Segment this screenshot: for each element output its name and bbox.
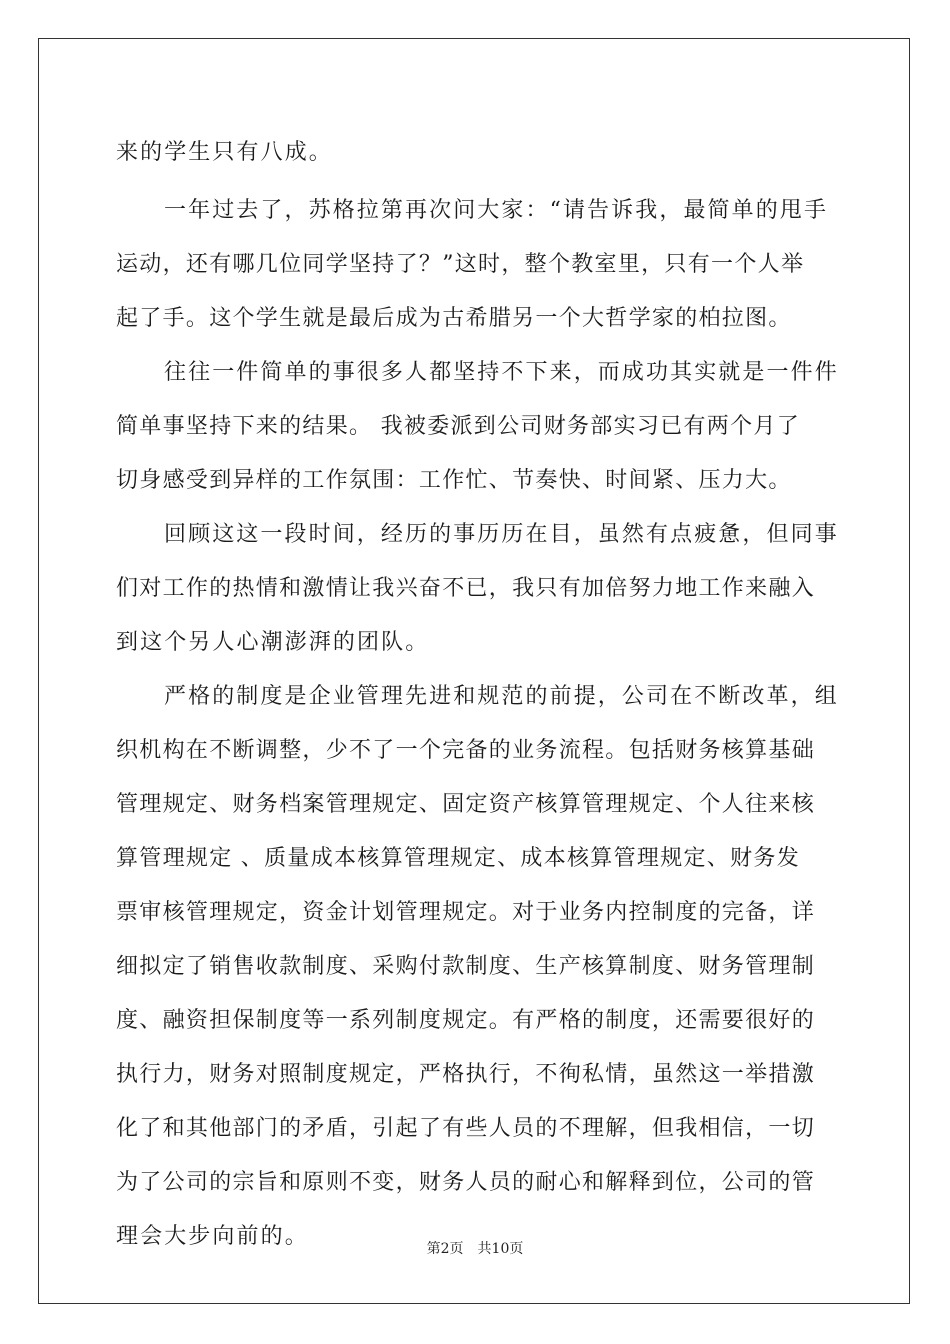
page-number: 第2页 共10页 bbox=[426, 1241, 524, 1257]
text-line: 细拟定了销售收款制度、采购付款制度、生产核算制度、财务管理制 bbox=[116, 954, 816, 979]
text-line: 化了和其他部门的矛盾，引起了有些人员的不理解，但我相信，一切 bbox=[116, 1116, 816, 1141]
text-line: 一年过去了，苏格拉第再次问大家：“请告诉我，最简单的甩手 bbox=[164, 198, 829, 223]
text-line: 管理规定、财务档案管理规定、固定资产核算管理规定、个人往来核 bbox=[116, 792, 816, 817]
text-line: 往往一件简单的事很多人都坚持不下来，而成功其实就是一件件 bbox=[164, 360, 839, 385]
text-line: 严格的制度是企业管理先进和规范的前提，公司在不断改革，组 bbox=[164, 684, 839, 709]
text-line: 来的学生只有八成。 bbox=[116, 140, 333, 165]
text-line: 运动，还有哪几位同学坚持了？”这时，整个教室里，只有一个人举 bbox=[116, 252, 805, 277]
text-line: 度、融资担保制度等一系列制度规定。有严格的制度，还需要很好的 bbox=[116, 1008, 816, 1033]
text-line: 回顾这这一段时间，经历的事历历在目，虽然有点疲惫，但同事 bbox=[164, 522, 839, 547]
text-line: 们对工作的热情和激情让我兴奋不已，我只有加倍努力地工作来融入 bbox=[116, 576, 816, 601]
text-line: 织机构在不断调整，少不了一个完备的业务流程。包括财务核算基础 bbox=[116, 738, 816, 763]
text-line: 到这个另人心潮澎湃的团队。 bbox=[116, 630, 430, 655]
text-line: 切身感受到异样的工作氛围：工作忙、节奏快、时间紧、压力大。 bbox=[116, 468, 792, 493]
document-body bbox=[116, 126, 839, 1264]
text-line: 票审核管理规定，资金计划管理规定。对于业务内控制度的完备，详 bbox=[116, 900, 816, 925]
text-line: 算管理规定 、质量成本核算管理规定、成本核算管理规定、财务发 bbox=[116, 846, 800, 871]
text-line: 执行力，财务对照制度规定，严格执行，不徇私情，虽然这一举措激 bbox=[116, 1062, 816, 1087]
text-line: 简单事坚持下来的结果。 我被委派到公司财务部实习已有两个月了 bbox=[116, 414, 800, 439]
text-line: 起了手。这个学生就是最后成为古希腊另一个大哲学家的柏拉图。 bbox=[116, 306, 792, 331]
text-line: 为了公司的宗旨和原则不变，财务人员的耐心和解释到位，公司的管 bbox=[116, 1170, 816, 1195]
text-line: 理会大步向前的。 bbox=[116, 1224, 309, 1249]
